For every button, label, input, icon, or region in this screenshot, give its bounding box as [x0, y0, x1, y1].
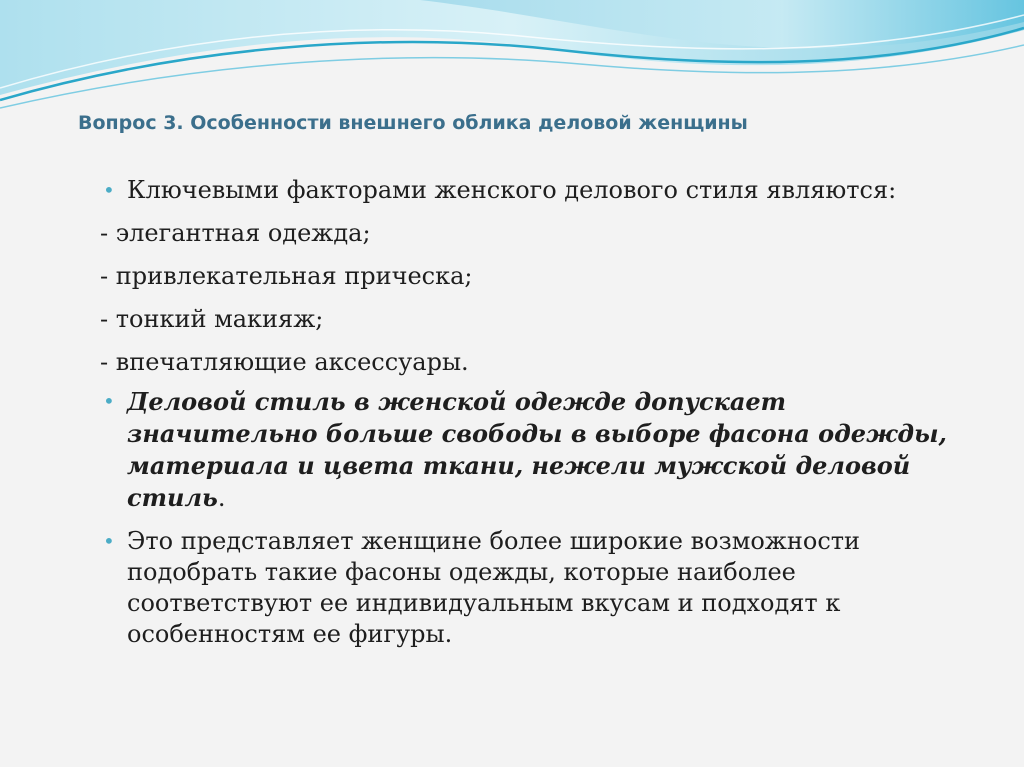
- wave-decoration: [0, 0, 1024, 130]
- dash-item-accessories: - впечатляющие аксессуары.: [100, 348, 469, 376]
- slide-title: Вопрос 3. Особенности внешнего облика деловой женщины: [78, 112, 748, 134]
- bullet-business-style-emphasis: Деловой стиль в женской одежде допускает значительно больше свободы в выборе фасона одежды, материала и цвета ткани, нежели мужской деловой стиль: [127, 387, 947, 512]
- dash-item-makeup: - тонкий макияж;: [100, 305, 324, 333]
- bullet-dot-icon: •: [103, 529, 115, 553]
- bullet-opportunities-text: Это представляет женщине более широкие возможности подобрать такие фасоны одежды, которые наиболее соответствуют ее индивидуальным вкусам и подходят к особенностям ее фигуры.: [127, 527, 861, 648]
- dash-item-clothing: - элегантная одежда;: [100, 219, 371, 247]
- slide-content: [100, 175, 970, 650]
- bullet-key-factors-text: Ключевыми факторами женского делового стиля являются:: [127, 176, 897, 204]
- bullet-opportunities: [100, 526, 970, 650]
- bullet-dot-icon: •: [103, 178, 115, 202]
- dash-item-hairstyle: - привлекательная прическа;: [100, 262, 473, 290]
- bullet-business-style-tail: .: [217, 484, 226, 512]
- bullet-dot-icon: •: [103, 389, 115, 413]
- bullet-key-factors: [100, 175, 970, 206]
- bullet-business-style: [100, 386, 970, 514]
